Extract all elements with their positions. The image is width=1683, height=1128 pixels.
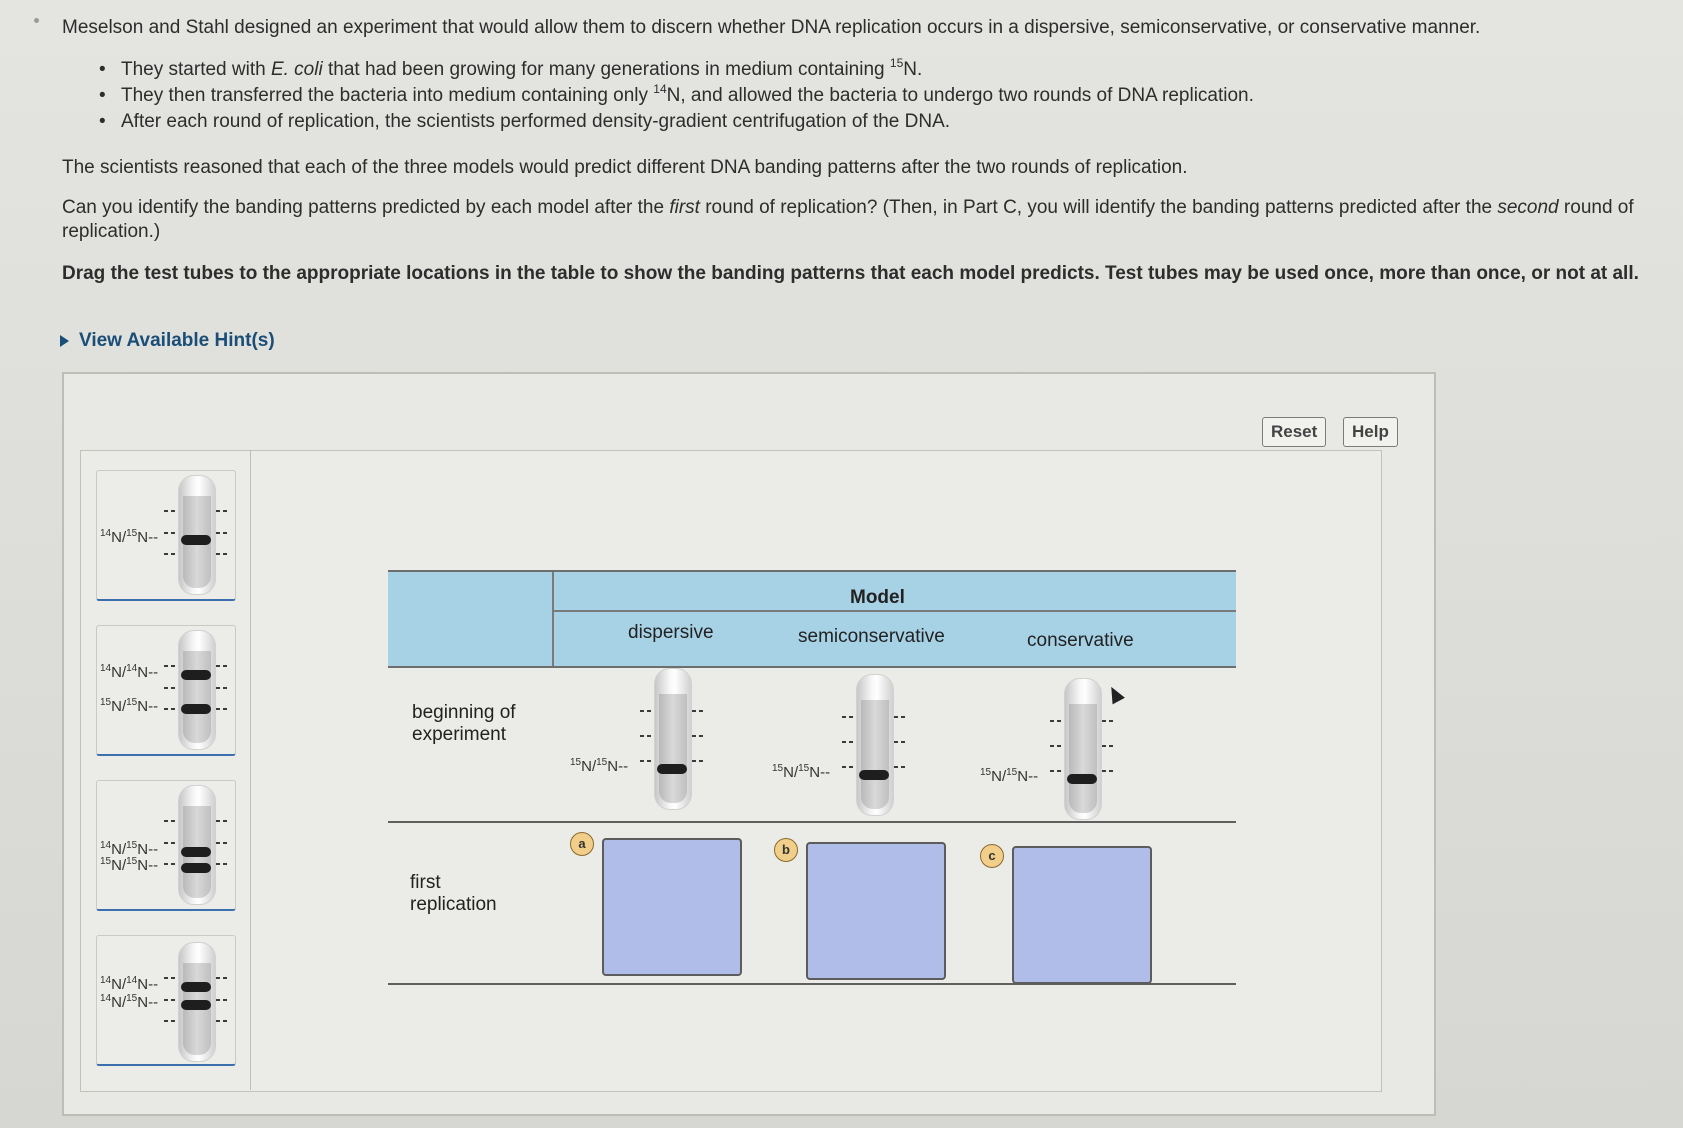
tube-marker <box>164 687 178 689</box>
tube-marker <box>216 1020 230 1022</box>
target-label-b: b <box>774 838 798 862</box>
tube-marker <box>216 708 230 710</box>
dna-band <box>859 770 889 780</box>
tube-liquid <box>183 651 211 743</box>
drop-target-b[interactable] <box>806 842 946 980</box>
band-label: $^{15}$N/$^{15}$N-- <box>980 767 1039 785</box>
dna-band <box>181 847 211 857</box>
tube-marker <box>1050 720 1064 722</box>
tube-marker <box>164 708 178 710</box>
dna-band <box>181 863 211 873</box>
view-hints-toggle[interactable]: View Available Hint(s) <box>60 330 275 352</box>
column-semiconservative: semiconservative <box>798 626 945 647</box>
header-divider-vertical <box>552 572 554 666</box>
band-label: $^{14}$N/$^{15}$N-- <box>100 993 159 1011</box>
tube-liquid <box>861 700 889 809</box>
tray-test-tube-3 <box>178 785 216 905</box>
tube-marker <box>164 863 178 865</box>
tube-marker <box>894 741 908 743</box>
models-paragraph: The scientists reasoned that each of the three models would predict different DNA banding patterns after the two rounds of replication. <box>62 157 1188 178</box>
band-label: $^{15}$N/$^{15}$N-- <box>772 763 831 781</box>
tube-marker <box>216 820 230 822</box>
tube-marker <box>164 665 178 667</box>
tube-liquid <box>1069 704 1097 813</box>
tube-liquid <box>659 694 687 803</box>
band-label: $^{14}$N/$^{15}$N-- <box>100 840 159 858</box>
drop-target-a[interactable] <box>602 838 742 976</box>
tube-marker <box>216 532 230 534</box>
tube-marker <box>164 842 178 844</box>
tube-marker <box>216 665 230 667</box>
tube-marker <box>164 510 178 512</box>
tube-marker <box>164 999 178 1001</box>
band-label: $^{14}$N/$^{14}$N-- <box>100 975 159 993</box>
reset-button[interactable]: Reset <box>1262 417 1326 447</box>
tube-marker <box>692 735 706 737</box>
tube-marker <box>1102 720 1116 722</box>
dna-band <box>1067 774 1097 784</box>
instruction-paragraph: Drag the test tubes to the appropriate locations in the table to show the banding patterns that each model predicts. Test tubes may be used once, more than once, or not at all. <box>62 263 1639 284</box>
help-button[interactable]: Help <box>1343 417 1398 447</box>
tube-marker <box>164 977 178 979</box>
dna-band <box>181 670 211 680</box>
header-divider-horizontal <box>554 610 1236 612</box>
tube-marker <box>164 820 178 822</box>
row-divider <box>388 821 1236 823</box>
tube-marker <box>640 710 654 712</box>
column-conservative: conservative <box>1027 630 1134 651</box>
question-paragraph: Can you identify the banding patterns predicted by each model after the first round of replication? (Then, in Part C, you will identify the banding patterns predicted after the second round of replication.) <box>62 197 1634 242</box>
step-3: • After each round of replication, the scientists performed density-gradient centrifugation of the DNA. <box>95 110 1254 134</box>
tube-marker <box>692 710 706 712</box>
step-2: • They then transferred the bacteria into medium containing only $^{14}$N, and allowed the bacteria to undergo two rounds of DNA replication. <box>95 84 1254 108</box>
row-beginning: beginning of experiment <box>412 702 516 745</box>
tube-marker <box>692 760 706 762</box>
dna-band <box>181 535 211 545</box>
target-label-c: c <box>980 844 1004 868</box>
target-label-a: a <box>570 832 594 856</box>
tube-marker <box>164 553 178 555</box>
problem-bullet <box>34 18 39 23</box>
tube-marker <box>894 766 908 768</box>
tube-marker <box>216 842 230 844</box>
dna-band <box>181 982 211 992</box>
band-label: $^{15}$N/$^{15}$N-- <box>100 697 159 715</box>
drop-target-c[interactable] <box>1012 846 1152 984</box>
column-dispersive: dispersive <box>628 622 714 643</box>
experiment-steps <box>95 58 1254 136</box>
tube-marker <box>640 760 654 762</box>
intro-text: Meselson and Stahl designed an experiment that would allow them to discern whether DNA replication occurs in a dispersive, semiconservative, or conservative manner. <box>62 17 1481 38</box>
caret-right-icon <box>60 335 69 347</box>
tube-marker <box>842 741 856 743</box>
tube-marker <box>1102 770 1116 772</box>
band-label: $^{14}$N/$^{14}$N-- <box>100 663 159 681</box>
tube-marker <box>216 999 230 1001</box>
tube-marker <box>216 687 230 689</box>
band-label: $^{14}$N/$^{15}$N-- <box>100 528 159 546</box>
tube-marker <box>1050 770 1064 772</box>
start-tube-2 <box>856 674 894 816</box>
step-1: • They started with E. coli that had been growing for many generations in medium containing $^{15}$N. <box>95 58 1254 82</box>
tube-marker <box>164 532 178 534</box>
tube-marker <box>894 716 908 718</box>
row-first-replication: first replication <box>410 872 497 915</box>
tube-marker <box>216 510 230 512</box>
tube-marker <box>216 977 230 979</box>
tube-marker <box>216 553 230 555</box>
band-label: $^{15}$N/$^{15}$N-- <box>100 856 159 874</box>
tube-marker <box>1050 745 1064 747</box>
tube-marker <box>1102 745 1116 747</box>
tube-marker <box>164 1020 178 1022</box>
dna-band <box>657 764 687 774</box>
table-header <box>388 570 1236 668</box>
start-tube-1 <box>654 668 692 810</box>
tube-marker <box>640 735 654 737</box>
tray-test-tube-2 <box>178 630 216 750</box>
tube-marker <box>842 716 856 718</box>
tube-marker <box>842 766 856 768</box>
band-label: $^{15}$N/$^{15}$N-- <box>570 757 629 775</box>
dna-band <box>181 704 211 714</box>
drop-canvas <box>80 450 1382 1092</box>
tube-marker <box>216 863 230 865</box>
dna-band <box>181 1000 211 1010</box>
model-header: Model <box>850 587 905 608</box>
start-tube-3 <box>1064 678 1102 820</box>
